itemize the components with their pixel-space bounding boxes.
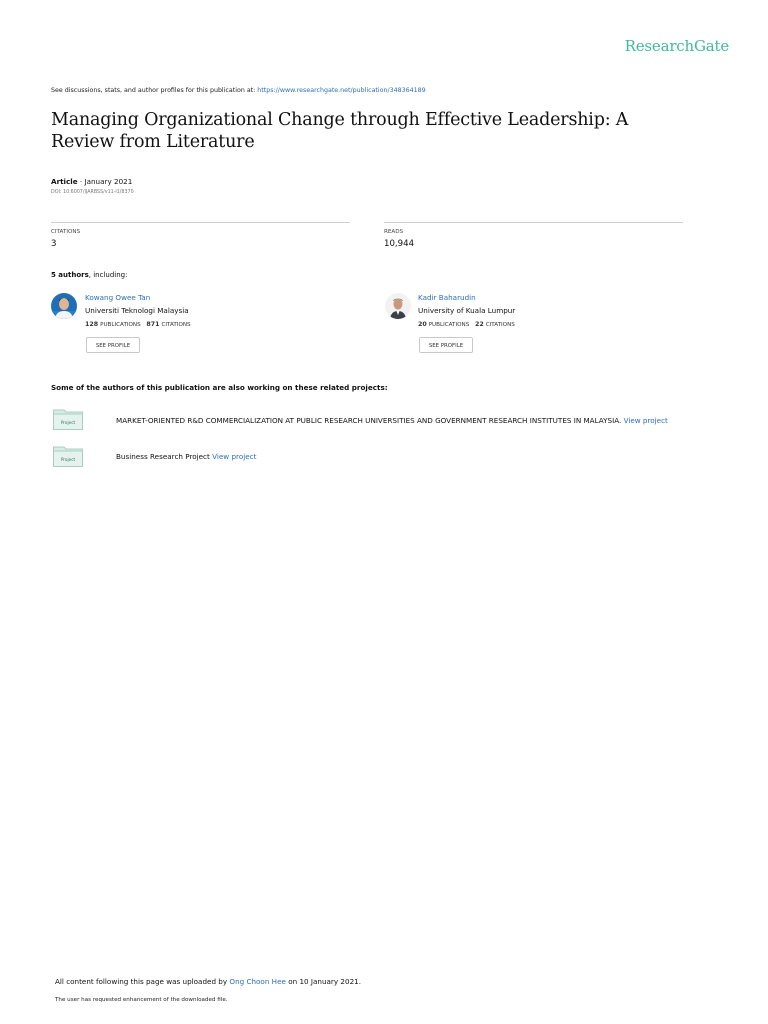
divider-citations: [51, 222, 350, 223]
author-stats: [85, 321, 191, 328]
enhancement-note: The user has requested enhancement of the downloaded file.: [55, 997, 228, 1003]
author-name[interactable]: Kowang Owee Tan: [85, 293, 151, 302]
author-publications-count: 128: [85, 321, 99, 328]
researchgate-logo[interactable]: ResearchGate: [624, 37, 729, 55]
upload-suffix: on 10 January 2021.: [285, 977, 361, 986]
authors-suffix: , including:: [88, 271, 128, 279]
project-item: [116, 452, 256, 461]
publication-url-link[interactable]: https://www.researchgate.net/publication/348364189: [257, 87, 426, 94]
citations-value: 3: [51, 239, 57, 249]
author-stats: [418, 321, 515, 328]
author-name[interactable]: Kadir Baharudin: [418, 293, 476, 302]
author-institution: University of Kuala Lumpur: [418, 306, 516, 315]
publication-title: Managing Organizational Change through Effective Leadership: A Review from Literature: [51, 110, 629, 152]
project-icon-label: Project: [60, 420, 76, 425]
avatar[interactable]: [385, 293, 411, 319]
see-profile-button[interactable]: SEE PROFILE: [86, 337, 140, 353]
upload-prefix: All content following this page was uploaded by: [55, 977, 230, 986]
folder-icon: [53, 408, 83, 430]
author-institution: Universiti Teknologi Malaysia: [85, 306, 189, 315]
divider-reads: [384, 222, 683, 223]
discussion-line: [51, 87, 426, 94]
doi: DOI: 10.6007/IJARBSS/v11-i1/8370: [51, 190, 134, 195]
author-citations-count: 22: [475, 321, 484, 328]
project-folder-icon[interactable]: [53, 445, 83, 467]
author-publications-count: 20: [418, 321, 427, 328]
avatar[interactable]: [51, 293, 77, 319]
view-project-link[interactable]: View project: [212, 452, 257, 461]
author-publications-label: PUBLICATIONS: [100, 322, 141, 328]
author-citations-count: 871: [146, 321, 160, 328]
folder-icon: [53, 445, 83, 467]
discussion-prefix: See discussions, stats, and author profiles for this publication at:: [51, 87, 258, 94]
authors-heading: [51, 271, 127, 279]
article-type-date: [51, 177, 132, 186]
article-type: Article: [51, 177, 78, 186]
reads-label: READS: [384, 229, 404, 235]
upload-note: [55, 977, 361, 986]
uploader-link[interactable]: Ong Choon Hee: [229, 977, 286, 986]
project-title: MARKET-ORIENTED R&D COMMERCIALIZATION AT PUBLIC RESEARCH UNIVERSITIES AND GOVERNMENT RESEARCH INSTITUTES IN MALAYSIA.: [116, 416, 622, 425]
related-projects-heading: Some of the authors of this publication are also working on these related projects:: [51, 383, 388, 392]
author-photo-icon: [51, 293, 77, 319]
author-citations-label: CITATIONS: [161, 322, 191, 328]
authors-count: 5 authors: [51, 271, 89, 279]
author-citations-label: CITATIONS: [485, 322, 515, 328]
author-publications-label: PUBLICATIONS: [428, 322, 470, 328]
see-profile-button[interactable]: SEE PROFILE: [419, 337, 473, 353]
project-folder-icon[interactable]: [53, 408, 83, 430]
citations-label: CITATIONS: [51, 229, 81, 235]
view-project-link[interactable]: View project: [623, 416, 668, 425]
project-item: [116, 416, 668, 425]
project-icon-label: Project: [60, 457, 76, 462]
article-date: · January 2021: [77, 177, 133, 186]
author-photo-icon: [385, 293, 411, 319]
project-title: Business Research Project: [116, 452, 210, 461]
reads-value: 10,944: [384, 239, 415, 249]
